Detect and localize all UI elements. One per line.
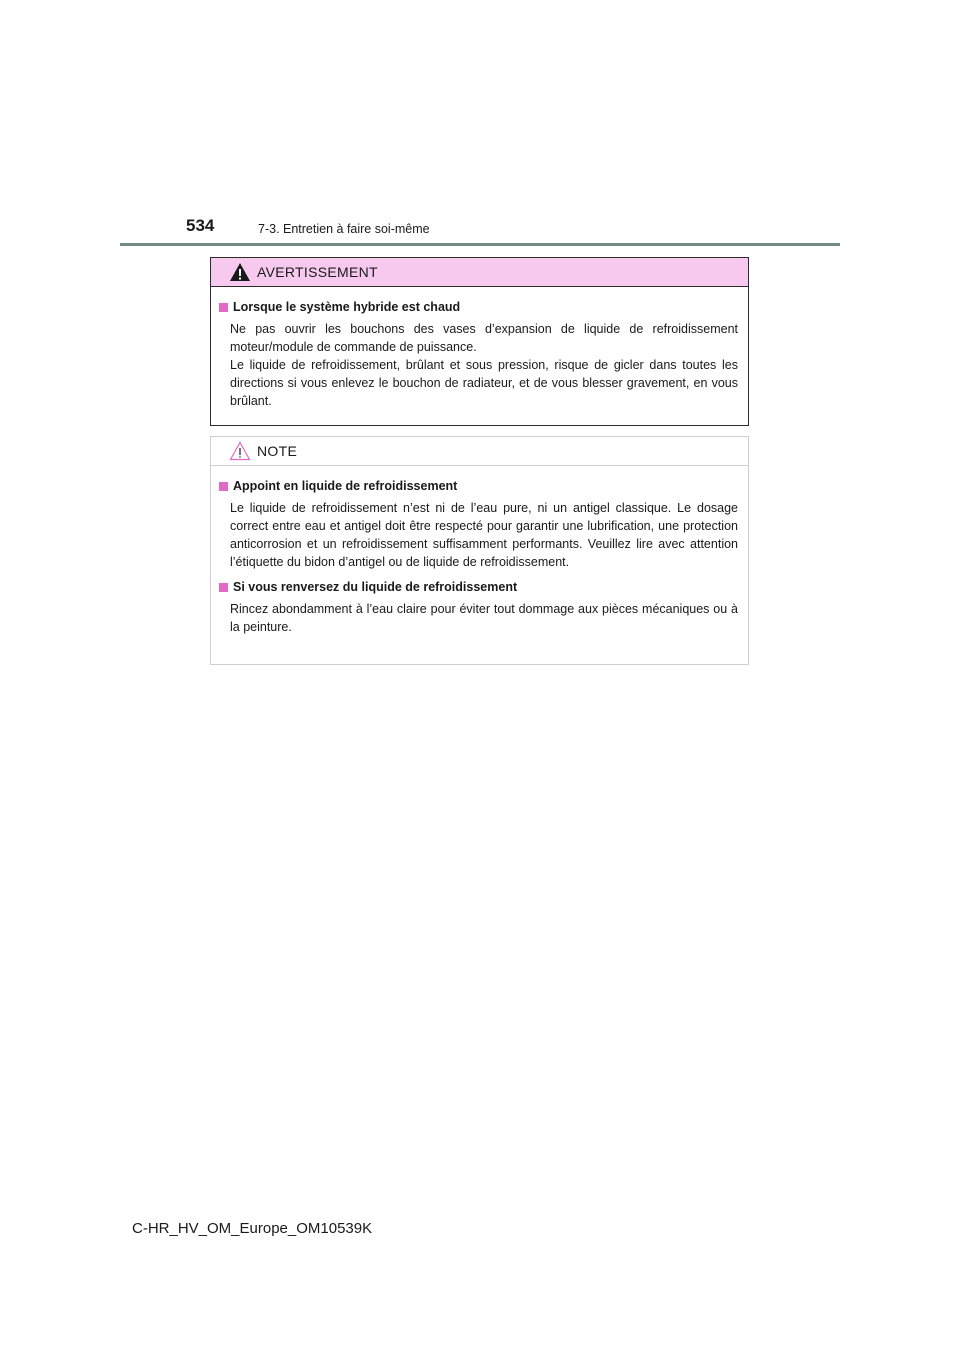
note-item-title-text: Appoint en liquide de refroidissement [233,479,458,493]
warning-paragraph: Ne pas ouvrir les bouchons des vases d’expansion de liquide de refroidissement moteur/module de commande de puissance. [230,322,738,354]
note-item-title [219,478,738,495]
note-item [219,478,738,571]
note-item [219,579,738,636]
note-box [210,436,749,665]
square-bullet-icon [219,583,228,592]
note-item-title-text: Si vous renversez du liquide de refroidissement [233,580,518,594]
note-title: NOTE [257,443,298,459]
square-bullet-icon [219,303,228,312]
warning-item-title [219,299,738,316]
warning-paragraph: Le liquide de refroidissement, brûlant et sous pression, risque de gicler dans toutes les directions si vous enlevez le bouchon de radiateur, et de vous blesser gravement, en vous brûlant. [230,358,738,408]
warning-item-title-text: Lorsque le système hybride est chaud [233,300,461,314]
caution-outline-icon [229,441,251,461]
note-header [211,437,748,466]
warning-header [211,258,748,287]
header-rule [120,243,840,246]
note-paragraph: Rincez abondamment à l’eau claire pour éviter tout dommage aux pièces mécaniques ou à la peinture. [230,602,738,634]
note-body [211,466,748,636]
note-item-title [219,579,738,596]
page-number: 534 [186,216,215,235]
section-title: 7-3. Entretien à faire soi-même [258,222,430,236]
warning-box [210,257,749,426]
document-code: C-HR_HV_OM_Europe_OM10539K [132,1220,373,1237]
warning-body [211,287,748,410]
warning-triangle-icon [229,262,251,282]
note-paragraph: Le liquide de refroidissement n’est ni de l’eau pure, ni un antigel classique. Le dosage correct entre eau et antigel doit être respecté pour garantir une lubrification, une protection anticorrosion et un refroidissement suffisamment performants. Veuillez lire avec attention l’étiquette du bidon d’antigel ou de liquide de refroidissement. [230,501,738,569]
warning-title: AVERTISSEMENT [257,264,378,280]
square-bullet-icon [219,482,228,491]
warning-item [219,299,738,410]
